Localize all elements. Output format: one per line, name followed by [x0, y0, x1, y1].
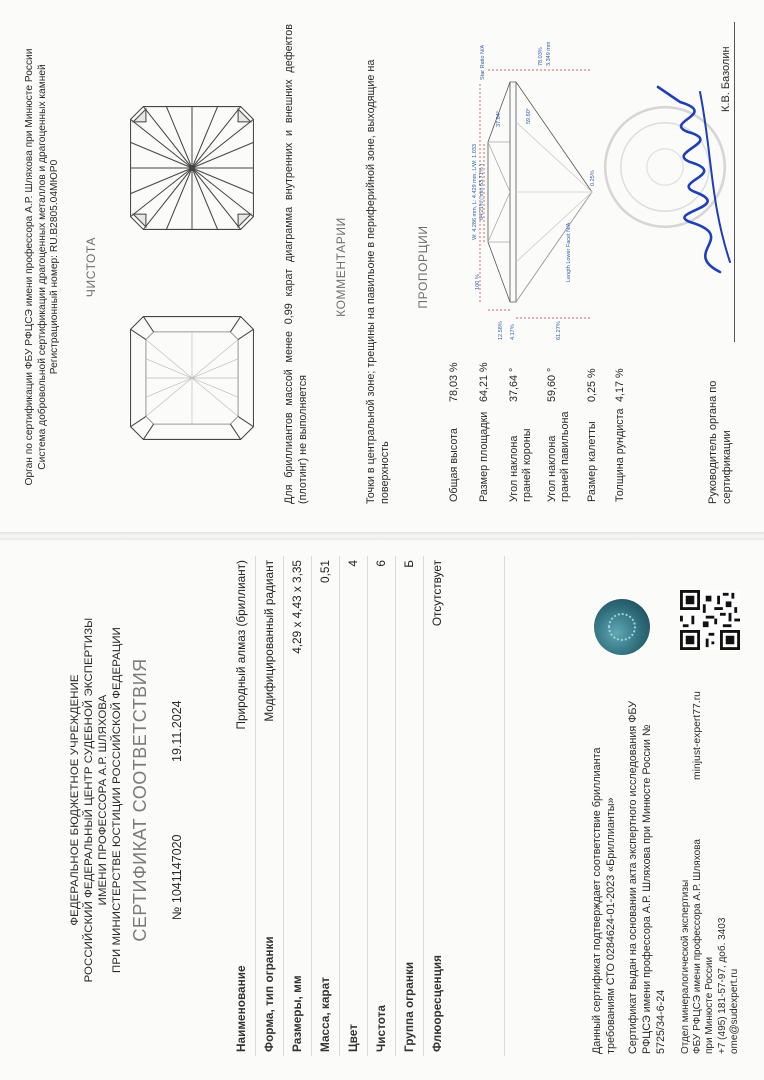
hologram-seal: [594, 599, 650, 655]
property-label: Группа огранки: [402, 961, 416, 1052]
proportion-label: Угол наклона граней короны: [508, 428, 533, 502]
certificate-number: № 1041147020: [170, 834, 184, 920]
diamond-profile-diagram: [470, 42, 600, 342]
profile-pavilion-angle-label: 59.60°: [526, 108, 532, 124]
contact-line: Отдел минералогической экспертизы: [680, 879, 691, 1054]
property-row: [228, 556, 256, 1056]
property-value: 4: [346, 560, 360, 567]
certificate-front-page: [0, 540, 764, 1080]
proportions-heading: ПРОПОРЦИИ: [416, 225, 430, 309]
signer-name: К.В. Базолин: [720, 46, 732, 112]
proportion-row: [478, 362, 508, 502]
certificate-title: СЕРТИФИКАТ СООТВЕТСТВИЯ: [130, 658, 150, 942]
contact-line: ome@sudexpert.ru: [728, 968, 740, 1054]
conformity-statement: Данный сертификат подтверждает соответствие бриллианта требованиям СТО 0284624-01-2023 «Бриллианты»: [591, 747, 617, 1054]
proportion-value: 64,21 %: [478, 362, 490, 402]
property-value: Отсутствует: [430, 560, 444, 627]
proportion-label: Размер площадки: [478, 411, 490, 502]
profile-crown-height-label: 12.58%: [498, 321, 504, 340]
property-label: Чистота: [374, 1005, 388, 1052]
hologram-seal-ring: [608, 613, 636, 641]
profile-total-label: 100 %: [475, 274, 481, 290]
property-row: [340, 556, 368, 1056]
proportion-value: 0,25 %: [586, 368, 598, 402]
signer-role: Руководитель органа по сертификации: [707, 380, 733, 504]
profile-table-label: 64.21% ( min 63.71% ): [479, 164, 485, 220]
registration-line: Орган по сертификации ФБУ РФЦСЭ имени профессора А.Р. Шляхова при Минюсте России: [24, 48, 35, 486]
website-link[interactable]: minjust-expert77.ru: [692, 691, 703, 780]
proportion-row: [508, 362, 546, 502]
proportion-row: [448, 362, 478, 502]
property-label: Размеры, мм: [290, 975, 304, 1052]
profile-total-depth-label: 78.03%: [538, 47, 544, 66]
proportion-value: 59,60 °: [546, 367, 558, 402]
property-label: Цвет: [346, 1024, 360, 1052]
property-value: 4,29 x 4,43 x 3,35: [290, 560, 304, 654]
property-value: 6: [374, 560, 388, 567]
certificate-date: 19.11.2024: [170, 700, 184, 762]
proportion-row: [614, 362, 644, 502]
properties-table: [228, 556, 505, 1056]
registration-line: Система добровольной сертификации драгоценных металлов и драгоценных камней: [36, 64, 48, 470]
proportions-table: [448, 362, 644, 502]
property-value: 0,51: [318, 560, 332, 583]
property-label: Масса, карат: [318, 977, 332, 1052]
property-row: [368, 556, 396, 1056]
property-row: [424, 556, 505, 1056]
contact-block: [680, 814, 741, 1054]
proportion-label: Размер калетты: [586, 421, 598, 502]
proportion-label: Общая высота: [448, 428, 460, 502]
property-label: Форма, тип огранки: [262, 936, 276, 1052]
handwritten-signature: [650, 72, 750, 292]
property-label: Флюоресценция: [430, 954, 444, 1052]
profile-girdle-label: 4.17%: [510, 324, 516, 340]
org-line: ИМЕНИ ПРОФЕССОРА А.Р. ШЛЯХОВА: [97, 694, 109, 906]
profile-depth-mm-label: 3.349 mm: [546, 42, 552, 66]
proportion-value: 37,64 °: [508, 367, 520, 402]
comments-heading: КОММЕНТАРИИ: [334, 217, 348, 317]
profile-crown-angle-label: 37.64°: [496, 111, 502, 127]
property-label: Наименование: [234, 965, 248, 1052]
property-row: [312, 556, 340, 1056]
proportion-row: [546, 362, 586, 502]
registration-line: Регистрационный номер: RU.B2805.04МЮР0: [49, 159, 61, 375]
contact-line: +7 (495) 181-57-97, доб. 3403: [716, 917, 728, 1054]
registration-header: [24, 32, 62, 502]
profile-lower-girdle-label: Length Lower Facet N/A: [566, 222, 572, 282]
property-value: Природный алмаз (бриллиант): [234, 560, 248, 730]
proportion-row: [586, 362, 614, 502]
property-row: [256, 556, 284, 1056]
org-line: ФЕДЕРАЛЬНОЕ БЮДЖЕТНОЕ УЧРЕЖДЕНИЕ: [69, 674, 81, 926]
qr-code: [680, 590, 740, 650]
org-line: РОССИЙСКИЙ ФЕДЕРАЛЬНЫЙ ЦЕНТР СУДЕБНОЙ ЭКСПЕРТИЗЫ: [83, 617, 95, 983]
diamond-crown-diagram: [128, 314, 256, 442]
org-line: ПРИ МИНИСТЕРСТВЕ ЮСТИЦИИ РОССИЙСКОЙ ФЕДЕРАЦИИ: [111, 627, 123, 973]
contact-line: ФБУ РФЦСЭ имени профессора А.Р. Шляхова: [692, 839, 704, 1054]
profile-star-label: Star Ratio N/A: [480, 44, 486, 80]
organization-header: [68, 560, 124, 1040]
property-value: Модифицированный радиант: [262, 560, 276, 722]
profile-dimensions-label: W: 4.286 mm, L: 4.429 mm, L/W: 1.033: [472, 144, 478, 240]
issuance-basis: Сертификат выдан на основании акта экспертного исследования ФБУ РФЦСЭ имени профессора А.Р. Шляхова при Минюсте России № 5725/34-6-24: [627, 700, 667, 1054]
clarity-heading: ЧИСТОТА: [84, 236, 98, 298]
proportion-value: 4,17 %: [614, 368, 626, 402]
profile-culet-label: 0.25%: [590, 170, 596, 186]
proportion-label: Толщина рундиста: [614, 408, 626, 502]
comments-text: Точки в центральной зоне; трещины на павильоне в периферийной зоне, выходящие на поверхность: [365, 59, 391, 504]
property-row: [396, 556, 424, 1056]
proportion-label: Угол наклона граней павильона: [546, 411, 571, 502]
contact-line: при Минюсте России: [704, 956, 716, 1054]
certificate-back-page: [0, 0, 764, 532]
page-fold: [0, 532, 764, 540]
proportion-value: 78,03 %: [448, 362, 460, 402]
diamond-pavilion-diagram: [128, 104, 256, 232]
clarity-plotting-note: Для бриллиантов массой менее 0,99 карат диаграмма внутренних и внешних дефектов (плотинг) не выполняется: [283, 24, 309, 504]
profile-pavilion-depth-label: 61.27%: [556, 321, 562, 340]
property-value: Б: [402, 560, 416, 568]
property-row: [284, 556, 312, 1056]
